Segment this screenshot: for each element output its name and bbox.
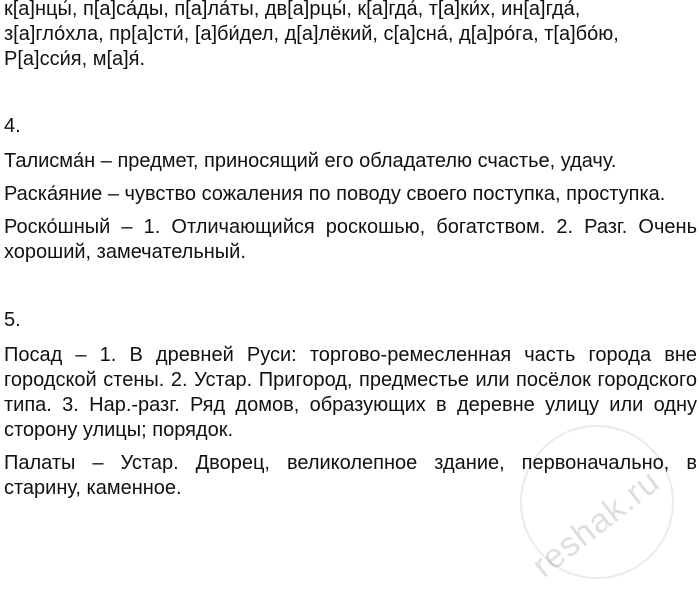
transcription-line-3: Р[а]сси́я, м[а]я́.: [4, 48, 146, 70]
definition-posad: Посад – 1. В древней Руси: торгово-ремесленная часть города вне городской стены. 2. Устар. Пригород, предместье или посёлок городского типа. 3. Нар.-разг. Ряд домов, образующих в деревне улицу или одну сторону улицы; порядок.: [4, 344, 697, 441]
section-number-4: 4.: [4, 115, 21, 137]
definition-palaty: Палаты – Устар. Дворец, великолепное здание, первоначально, в старину, каменное.: [4, 452, 697, 499]
transcription-line-1: к[а]нцы́, п[а]са́ды, п[а]ла́ты, дв[а]рцы́, к[а]гда́, т[а]ки́х, ин[а]гда́,: [4, 0, 581, 20]
definition-raskayanie: Раска́яние – чувство сожаления по поводу своего поступка, проступка.: [4, 183, 666, 205]
definition-talisman: Талисма́н – предмет, приносящий его обладателю счастье, удачу.: [4, 150, 617, 172]
section-number-5: 5.: [4, 309, 21, 331]
definition-roskoshny: Роско́шный – 1. Отличающийся роскошью, богатством. 2. Разг. Очень хороший, замечательный.: [4, 216, 697, 263]
watermark-text: reshak.ru: [525, 462, 668, 585]
document-body: [4, 0, 697, 501]
transcription-line-2: з[а]гло́хла, пр[а]сти́, [а]би́дел, д[а]лёкий, с[а]сна́, д[а]ро́га, т[а]бо́ю,: [4, 23, 619, 45]
